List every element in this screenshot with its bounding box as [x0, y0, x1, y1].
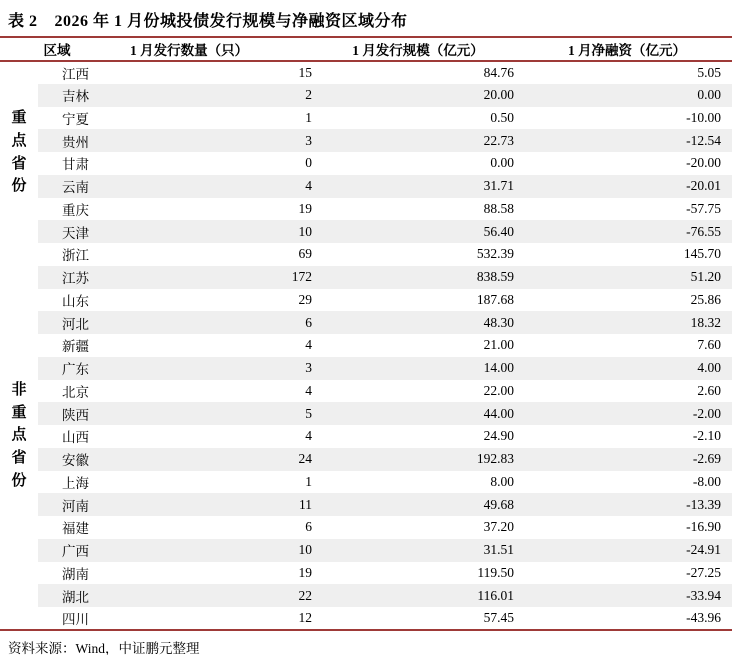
region-cell: 新疆	[62, 339, 89, 355]
table-row	[0, 84, 732, 107]
section-category-label	[0, 243, 38, 630]
region-cell: 河北	[62, 316, 89, 332]
issuance-scale-cell: 37.20	[483, 519, 514, 535]
issuance-scale-cell: 88.58	[483, 200, 514, 216]
issuance-scale-cell: 192.83	[476, 451, 514, 467]
issuance-scale-cell: 49.68	[483, 496, 514, 512]
issuance-scale-cell: 22.00	[483, 382, 514, 398]
net-financing-cell: -27.25	[686, 564, 721, 580]
issuance-count-cell: 2	[305, 87, 312, 103]
issuance-scale-cell: 31.71	[483, 178, 514, 194]
issuance-scale-cell: 187.68	[476, 291, 514, 307]
issuance-count-cell: 4	[305, 382, 312, 398]
issuance-scale-cell: 44.00	[483, 405, 514, 421]
table-row	[0, 516, 732, 539]
issuance-scale-cell: 532.39	[476, 246, 514, 262]
region-cell: 山西	[62, 430, 89, 446]
issuance-count-cell: 1	[305, 109, 312, 125]
issuance-scale-cell: 8.00	[490, 473, 514, 489]
issuance-count-cell: 69	[298, 246, 312, 262]
issuance-scale-cell: 119.50	[477, 564, 514, 580]
issuance-scale-cell: 24.90	[483, 428, 514, 444]
net-financing-cell: -76.55	[686, 223, 721, 239]
region-cell: 福建	[62, 521, 89, 537]
issuance-count-cell: 29	[298, 291, 312, 307]
issuance-scale-cell: 22.73	[483, 132, 514, 148]
region-cell: 宁夏	[62, 111, 89, 127]
issuance-scale-cell: 20.00	[483, 87, 514, 103]
table-row	[0, 380, 732, 403]
net-financing-cell: -20.00	[686, 155, 721, 171]
region-cell: 上海	[62, 475, 89, 491]
region-cell: 湖南	[62, 566, 89, 582]
table-row	[0, 539, 732, 562]
issuance-count-cell: 3	[305, 360, 312, 376]
net-financing-cell: 2.60	[697, 382, 721, 398]
issuance-scale-cell: 31.51	[483, 542, 514, 558]
net-financing-cell: -43.96	[686, 609, 721, 625]
issuance-scale-cell: 116.01	[477, 587, 514, 603]
issuance-scale-cell: 0.00	[490, 155, 514, 171]
table-row	[0, 220, 732, 243]
issuance-count-cell: 172	[291, 269, 312, 285]
table-row	[0, 448, 732, 471]
net-financing-cell: 25.86	[690, 291, 721, 307]
issuance-count-cell: 15	[298, 64, 312, 80]
table-row	[0, 584, 732, 607]
category-char: 省	[11, 155, 27, 172]
table-header	[0, 37, 732, 61]
data-table	[0, 36, 732, 631]
table-row	[0, 562, 732, 585]
column-header-issuance-count: 1 月发行数量（只）	[130, 37, 320, 61]
net-financing-cell: -20.01	[686, 178, 721, 194]
net-financing-cell: 7.60	[697, 337, 721, 353]
region-cell: 湖北	[62, 589, 89, 605]
issuance-count-cell: 11	[299, 496, 312, 512]
category-char: 重	[11, 109, 27, 126]
category-char: 份	[11, 473, 27, 490]
source-note: 资料来源：Wind，中证鹏元整理	[8, 640, 200, 655]
issuance-count-cell: 4	[305, 337, 312, 353]
net-financing-cell: -13.39	[686, 496, 721, 512]
issuance-scale-cell: 57.45	[483, 609, 514, 625]
region-cell: 浙江	[62, 248, 89, 264]
region-cell: 云南	[62, 180, 89, 196]
category-char: 点	[11, 427, 27, 444]
net-financing-cell: -2.10	[692, 428, 721, 444]
issuance-count-cell: 0	[305, 155, 312, 171]
region-cell: 安徽	[62, 453, 89, 469]
table-row	[0, 107, 732, 130]
region-cell: 河南	[62, 498, 89, 514]
net-financing-cell: -12.54	[686, 132, 721, 148]
region-cell: 天津	[62, 225, 89, 241]
region-cell: 广东	[62, 362, 89, 378]
net-financing-cell: 5.05	[697, 64, 721, 80]
issuance-scale-cell: 0.50	[490, 109, 514, 125]
header-row	[0, 37, 732, 61]
issuance-count-cell: 10	[298, 542, 312, 558]
table-body	[0, 61, 732, 630]
issuance-scale-cell: 56.40	[483, 223, 514, 239]
table-row	[0, 425, 732, 448]
issuance-count-cell: 6	[305, 314, 312, 330]
table-row	[0, 289, 732, 312]
net-financing-cell: -57.75	[686, 200, 721, 216]
table-row	[0, 152, 732, 175]
issuance-count-cell: 1	[305, 473, 312, 489]
net-financing-cell: -2.69	[692, 451, 721, 467]
table-row	[0, 402, 732, 425]
table-row	[0, 266, 732, 289]
net-financing-cell: -24.91	[686, 542, 721, 558]
net-financing-cell: 145.70	[683, 246, 721, 262]
section-category-label	[0, 61, 38, 243]
table-row	[0, 493, 732, 516]
net-financing-cell: -33.94	[686, 587, 721, 603]
issuance-count-cell: 22	[298, 587, 312, 603]
issuance-count-cell: 19	[298, 564, 312, 580]
issuance-count-cell: 5	[305, 405, 312, 421]
table-row	[0, 175, 732, 198]
category-char: 份	[11, 178, 27, 195]
net-financing-cell: 51.20	[690, 269, 721, 285]
table-row	[0, 311, 732, 334]
region-cell: 北京	[62, 384, 89, 400]
region-cell: 吉林	[62, 89, 89, 105]
net-financing-cell: 4.00	[697, 360, 721, 376]
issuance-count-cell: 6	[305, 519, 312, 535]
category-char: 省	[11, 450, 27, 467]
issuance-count-cell: 12	[298, 609, 312, 625]
table-row	[0, 129, 732, 152]
table-row	[0, 198, 732, 221]
region-cell: 江西	[62, 66, 89, 82]
table-row	[0, 607, 732, 630]
category-char: 重	[11, 404, 27, 421]
issuance-count-cell: 10	[298, 223, 312, 239]
table-row	[0, 357, 732, 380]
table-title-text: 2026 年 1 月份城投债发行规模与净融资区域分布	[54, 13, 408, 30]
region-cell: 四川	[62, 611, 89, 627]
category-char: 点	[11, 132, 27, 149]
net-financing-cell: 0.00	[697, 87, 721, 103]
column-header-region: 区域	[0, 37, 130, 61]
net-financing-cell: -8.00	[692, 473, 721, 489]
issuance-scale-cell: 14.00	[483, 360, 514, 376]
issuance-count-cell: 4	[305, 178, 312, 194]
table-row	[0, 61, 732, 84]
category-char: 非	[11, 381, 27, 398]
issuance-count-cell: 4	[305, 428, 312, 444]
issuance-count-cell: 24	[298, 451, 312, 467]
region-cell: 山东	[62, 293, 89, 309]
table-row	[0, 471, 732, 494]
net-financing-cell: -10.00	[686, 109, 721, 125]
region-cell: 广西	[62, 544, 89, 560]
table-row	[0, 334, 732, 357]
region-cell: 江苏	[62, 271, 89, 287]
column-header-net-financing: 1 月净融资（亿元）	[516, 37, 732, 61]
table-row	[0, 243, 732, 266]
table-label: 表 2	[8, 13, 38, 30]
column-header-issuance-scale: 1 月发行规模（亿元）	[320, 37, 516, 61]
region-cell: 贵州	[62, 134, 89, 150]
net-financing-cell: -2.00	[692, 405, 721, 421]
issuance-scale-cell: 48.30	[483, 314, 514, 330]
net-financing-cell: -16.90	[686, 519, 721, 535]
region-cell: 甘肃	[62, 157, 89, 173]
issuance-scale-cell: 84.76	[483, 64, 514, 80]
issuance-scale-cell: 838.59	[476, 269, 514, 285]
issuance-scale-cell: 21.00	[483, 337, 514, 353]
table-title	[0, 0, 732, 36]
issuance-count-cell: 19	[298, 200, 312, 216]
region-cell: 重庆	[62, 202, 89, 218]
region-cell: 陕西	[62, 407, 89, 423]
issuance-count-cell: 3	[305, 132, 312, 148]
net-financing-cell: 18.32	[690, 314, 721, 330]
